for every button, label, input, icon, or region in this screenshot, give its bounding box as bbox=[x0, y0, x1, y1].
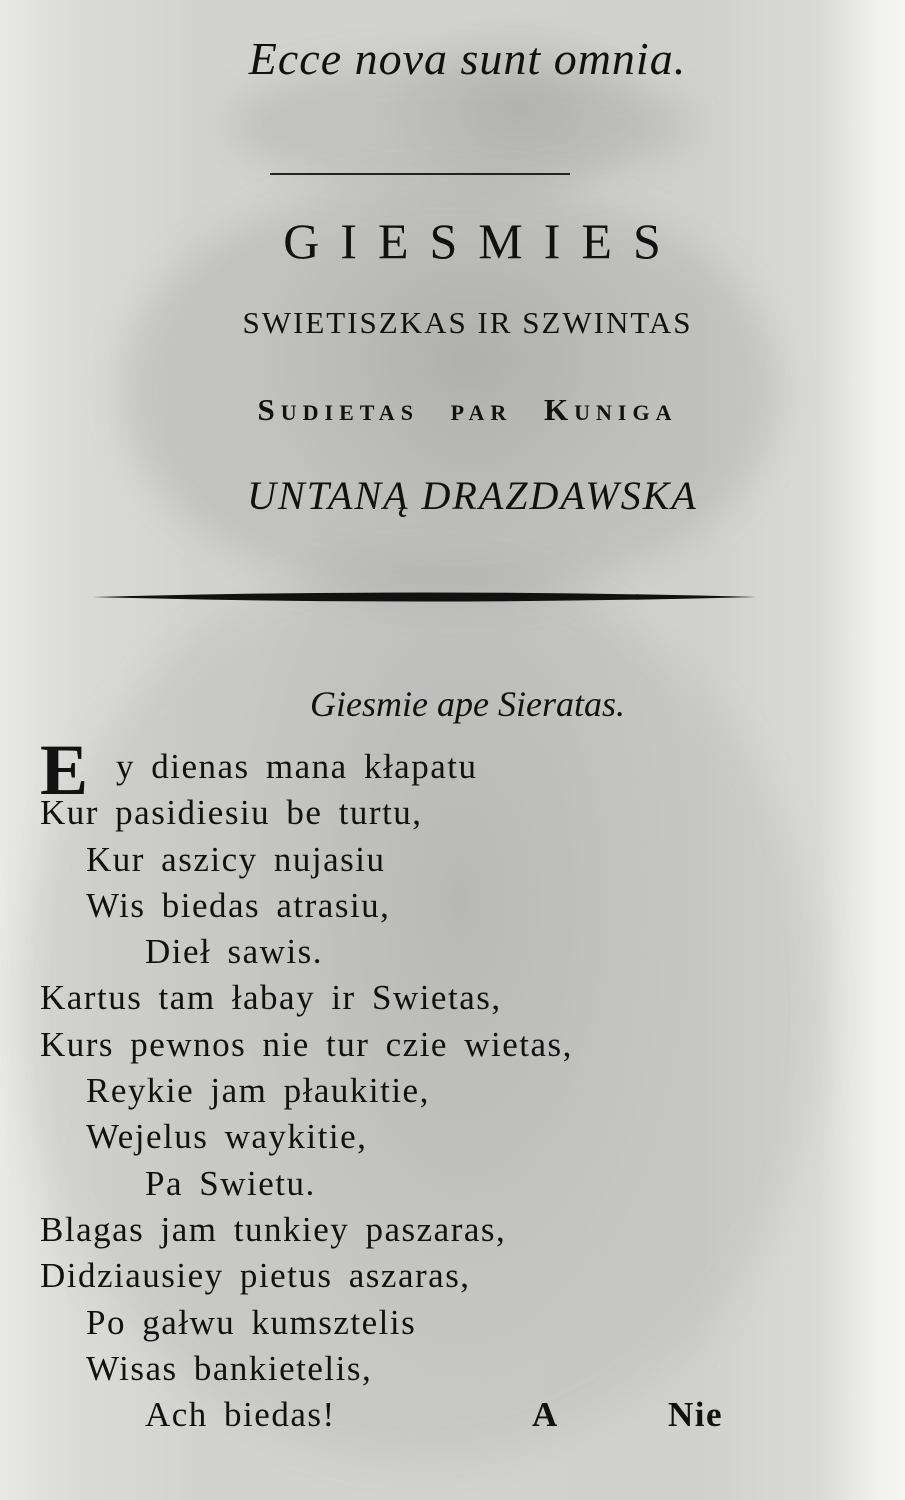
motto: Ecce nova sunt omnia. bbox=[248, 33, 687, 84]
poem-line: Kur aszicy nujasiu bbox=[86, 839, 386, 879]
poem-line: Pa Swietu. bbox=[145, 1163, 316, 1203]
poem-line-last bbox=[0, 1392, 905, 1438]
author-name: UNTANĄ DRAZDAWSKA bbox=[247, 473, 698, 518]
poem-body bbox=[0, 730, 905, 1438]
drop-cap: E bbox=[40, 730, 90, 810]
poem-line: Wis biedas atrasiu, bbox=[86, 885, 391, 925]
poem-line: Kartus tam łabay ir Swietas, bbox=[40, 978, 502, 1018]
poem-title: Giesmie ape Sieratas. bbox=[310, 684, 625, 724]
poem-line-text: y dienas mana kłapatu bbox=[116, 747, 478, 786]
poem-line: Dieł sawis. bbox=[145, 932, 324, 972]
poem-line: Wisas bankietelis, bbox=[86, 1348, 373, 1388]
ornamental-rule bbox=[92, 590, 757, 604]
signature-mark: A bbox=[532, 1395, 559, 1435]
poem-line bbox=[0, 730, 905, 810]
poem-line: Kurs pewnos nie tur czie wietas, bbox=[40, 1024, 573, 1064]
poem-line: Reykie jam płaukitie, bbox=[86, 1071, 430, 1111]
poem-line: Po gałwu kumsztelis bbox=[86, 1302, 417, 1342]
poem-line: Wejelus waykitie, bbox=[86, 1117, 368, 1157]
page-title: GIESMIES bbox=[283, 213, 682, 269]
poem-line-text: Ach biedas! bbox=[145, 1395, 336, 1435]
subtitle: SWIETISZKAS IR SZWINTAS bbox=[242, 305, 693, 340]
catchword: Nie bbox=[668, 1395, 724, 1435]
byline: Sudietas par Kuniga bbox=[257, 392, 678, 427]
poem-line: Kur pasidiesiu be turtu, bbox=[40, 793, 423, 833]
divider-rule bbox=[270, 173, 570, 175]
poem-line: Didziausiey pietus aszaras, bbox=[40, 1256, 471, 1296]
poem-line: Blagas jam tunkiey paszaras, bbox=[40, 1209, 507, 1249]
